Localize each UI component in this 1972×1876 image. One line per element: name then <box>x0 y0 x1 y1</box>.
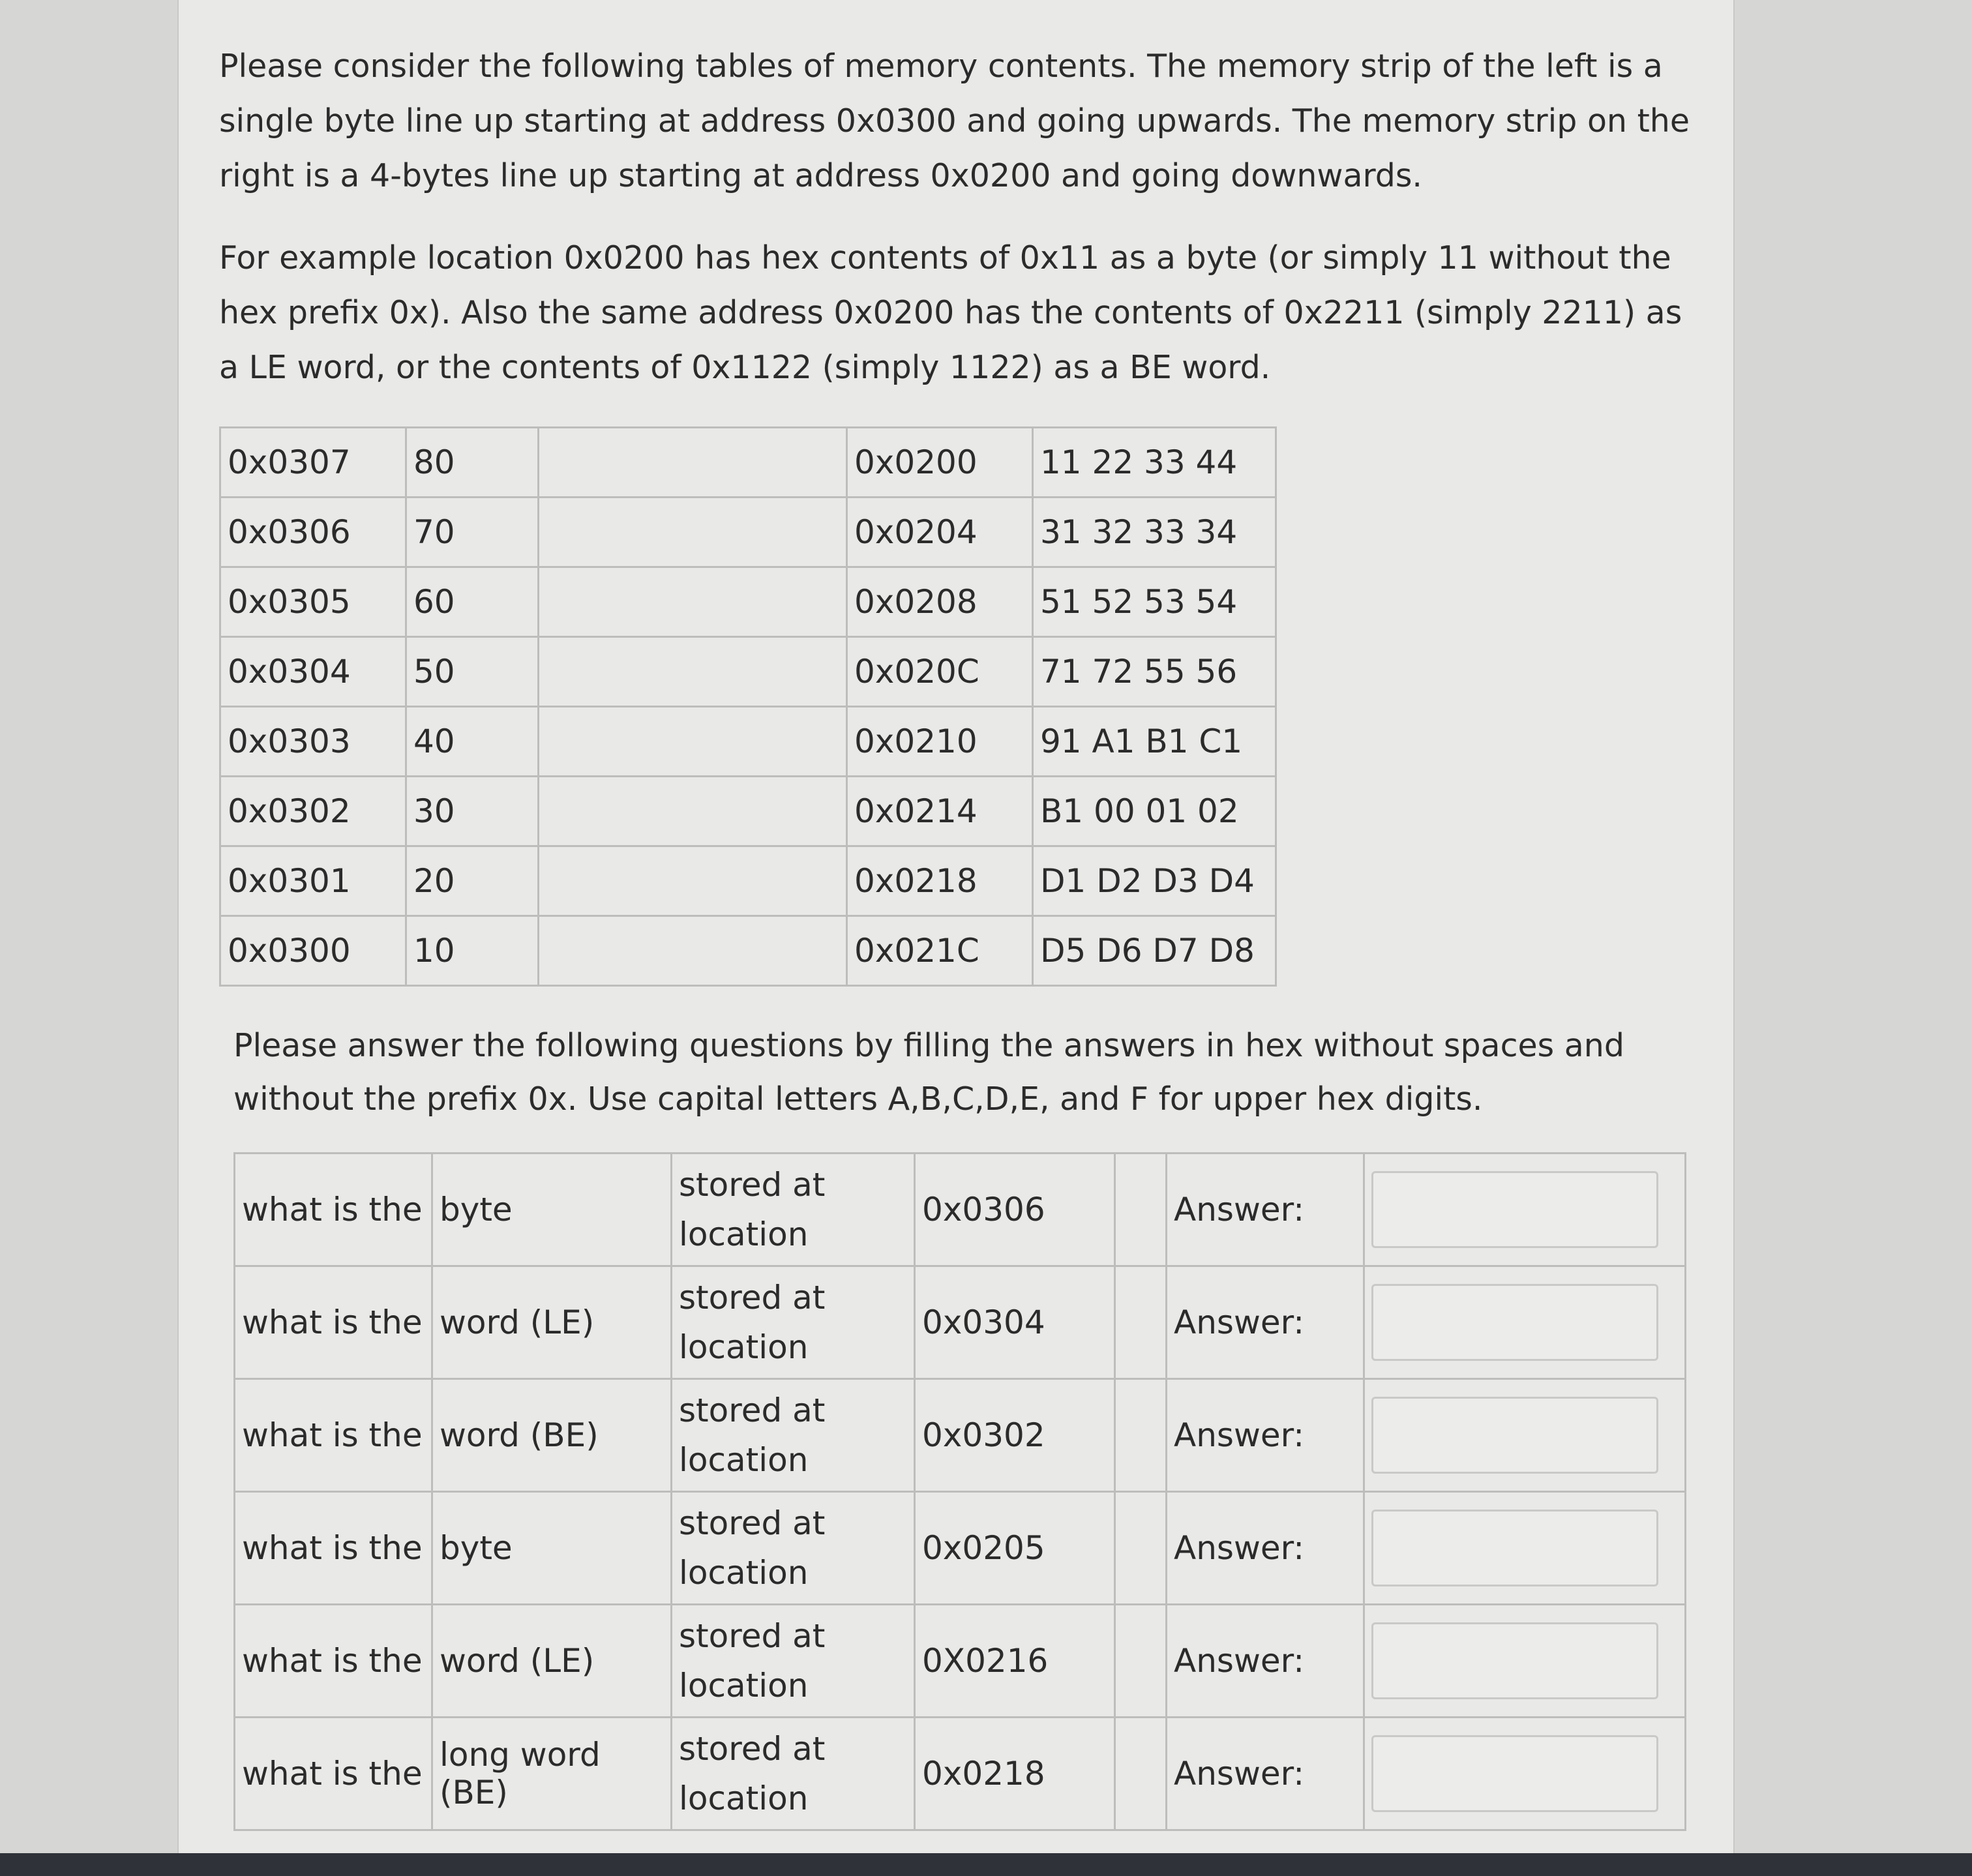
question-prefix: what is the <box>235 1154 432 1266</box>
question-prefix: what is the <box>235 1492 432 1605</box>
answer-input[interactable] <box>1371 1397 1658 1474</box>
table-row <box>220 916 1276 986</box>
question-stored-at: stored at location <box>672 1492 915 1605</box>
answer-label: Answer: <box>1167 1605 1364 1718</box>
spacer-cell <box>539 498 847 567</box>
word-bytes-cell: 31 32 33 34 <box>1033 498 1276 567</box>
word-bytes-cell: 71 72 55 56 <box>1033 637 1276 707</box>
table-row <box>220 567 1276 637</box>
spacer-cell <box>539 567 847 637</box>
answer-label: Answer: <box>1167 1266 1364 1379</box>
spacer-cell <box>1115 1266 1167 1379</box>
answer-cell <box>1364 1266 1686 1379</box>
question-prefix: what is the <box>235 1379 432 1492</box>
word-bytes-cell: 91 A1 B1 C1 <box>1033 707 1276 777</box>
byte-address-cell: 0x0304 <box>220 637 406 707</box>
question-location: 0x0218 <box>915 1718 1115 1830</box>
byte-address-cell: 0x0303 <box>220 707 406 777</box>
question-location: 0x0302 <box>915 1379 1115 1492</box>
table-row <box>220 846 1276 916</box>
intro-paragraph: Please consider the following tables of memory contents. The memory strip of the left is a single byte line up starting at address 0x0300 and going upwards. The memory strip on the right is a 4-bytes line up starting at address 0x0200 and going downwards. <box>219 48 1690 194</box>
spacer-cell <box>1115 1605 1167 1718</box>
answer-input[interactable] <box>1371 1284 1658 1361</box>
answer-input[interactable] <box>1371 1735 1658 1812</box>
answer-cell <box>1364 1718 1686 1830</box>
byte-address-cell: 0x0302 <box>220 777 406 846</box>
byte-address-cell: 0x0305 <box>220 567 406 637</box>
question-row <box>235 1154 1686 1266</box>
answer-input[interactable] <box>1371 1171 1658 1248</box>
byte-value-cell: 50 <box>406 637 539 707</box>
question-prefix: what is the <box>235 1605 432 1718</box>
question-stored-at: stored at location <box>672 1718 915 1830</box>
instructions-paragraph: Please answer the following questions by filling the answers in hex without spaces and without the prefix 0x. Use capital letters A,B,C,D,E, and F for upper hex digits. <box>233 1027 1624 1118</box>
question-content <box>219 39 1699 1831</box>
table-row <box>220 637 1276 707</box>
question-stored-at: stored at location <box>672 1154 915 1266</box>
question-stored-at: stored at location <box>672 1266 915 1379</box>
question-row <box>235 1266 1686 1379</box>
spacer-cell <box>539 637 847 707</box>
word-address-cell: 0x0210 <box>847 707 1033 777</box>
answer-input[interactable] <box>1371 1622 1658 1699</box>
answer-cell <box>1364 1492 1686 1605</box>
table-row <box>220 707 1276 777</box>
word-address-cell: 0x021C <box>847 916 1033 986</box>
spacer-cell <box>1115 1379 1167 1492</box>
question-location: 0x0306 <box>915 1154 1115 1266</box>
answer-label: Answer: <box>1167 1492 1364 1605</box>
byte-value-cell: 10 <box>406 916 539 986</box>
spacer-cell <box>1115 1718 1167 1830</box>
byte-address-cell: 0x0301 <box>220 846 406 916</box>
word-address-cell: 0x020C <box>847 637 1033 707</box>
word-bytes-cell: D5 D6 D7 D8 <box>1033 916 1276 986</box>
byte-value-cell: 80 <box>406 428 539 498</box>
byte-value-cell: 60 <box>406 567 539 637</box>
question-unit: long word (BE) <box>432 1718 672 1830</box>
spacer-cell <box>539 777 847 846</box>
byte-address-cell: 0x0300 <box>220 916 406 986</box>
table-row <box>220 498 1276 567</box>
question-unit: byte <box>432 1154 672 1266</box>
questions-table-body <box>235 1154 1686 1830</box>
byte-value-cell: 30 <box>406 777 539 846</box>
question-page <box>177 0 1735 1876</box>
question-location: 0x0205 <box>915 1492 1115 1605</box>
byte-value-cell: 20 <box>406 846 539 916</box>
spacer-cell <box>1115 1154 1167 1266</box>
spacer-cell <box>539 916 847 986</box>
question-prefix: what is the <box>235 1266 432 1379</box>
answer-cell <box>1364 1379 1686 1492</box>
word-address-cell: 0x0208 <box>847 567 1033 637</box>
spacer-cell <box>1115 1492 1167 1605</box>
question-row <box>235 1718 1686 1830</box>
table-row <box>220 777 1276 846</box>
byte-value-cell: 40 <box>406 707 539 777</box>
question-location: 0X0216 <box>915 1605 1115 1718</box>
question-unit: word (LE) <box>432 1266 672 1379</box>
memory-table-body <box>220 428 1276 986</box>
example-paragraph: For example location 0x0200 has hex contents of 0x11 as a byte (or simply 11 without the hex prefix 0x). Also the same address 0x0200 has the contents of 0x2211 (simply 2211) as a LE word, or the contents of 0x1122 (simply 1122) as a BE word. <box>219 239 1682 386</box>
answer-input[interactable] <box>1371 1510 1658 1586</box>
question-prefix: what is the <box>235 1718 432 1830</box>
question-stored-at: stored at location <box>672 1379 915 1492</box>
answer-label: Answer: <box>1167 1718 1364 1830</box>
question-location: 0x0304 <box>915 1266 1115 1379</box>
answer-cell <box>1364 1154 1686 1266</box>
word-bytes-cell: 11 22 33 44 <box>1033 428 1276 498</box>
spacer-cell <box>539 707 847 777</box>
word-address-cell: 0x0214 <box>847 777 1033 846</box>
question-row <box>235 1605 1686 1718</box>
question-row <box>235 1379 1686 1492</box>
word-bytes-cell: 51 52 53 54 <box>1033 567 1276 637</box>
answer-cell <box>1364 1605 1686 1718</box>
spacer-cell <box>539 428 847 498</box>
questions-table <box>233 1152 1686 1831</box>
question-row <box>235 1492 1686 1605</box>
screen-bottom-edge <box>0 1853 1972 1876</box>
question-unit: word (LE) <box>432 1605 672 1718</box>
table-row <box>220 428 1276 498</box>
byte-address-cell: 0x0307 <box>220 428 406 498</box>
question-unit: byte <box>432 1492 672 1605</box>
word-address-cell: 0x0218 <box>847 846 1033 916</box>
word-bytes-cell: D1 D2 D3 D4 <box>1033 846 1276 916</box>
word-address-cell: 0x0200 <box>847 428 1033 498</box>
word-address-cell: 0x0204 <box>847 498 1033 567</box>
question-unit: word (BE) <box>432 1379 672 1492</box>
spacer-cell <box>539 846 847 916</box>
answer-label: Answer: <box>1167 1379 1364 1492</box>
byte-value-cell: 70 <box>406 498 539 567</box>
word-bytes-cell: B1 00 01 02 <box>1033 777 1276 846</box>
memory-table <box>219 426 1277 987</box>
question-stored-at: stored at location <box>672 1605 915 1718</box>
byte-address-cell: 0x0306 <box>220 498 406 567</box>
answer-label: Answer: <box>1167 1154 1364 1266</box>
